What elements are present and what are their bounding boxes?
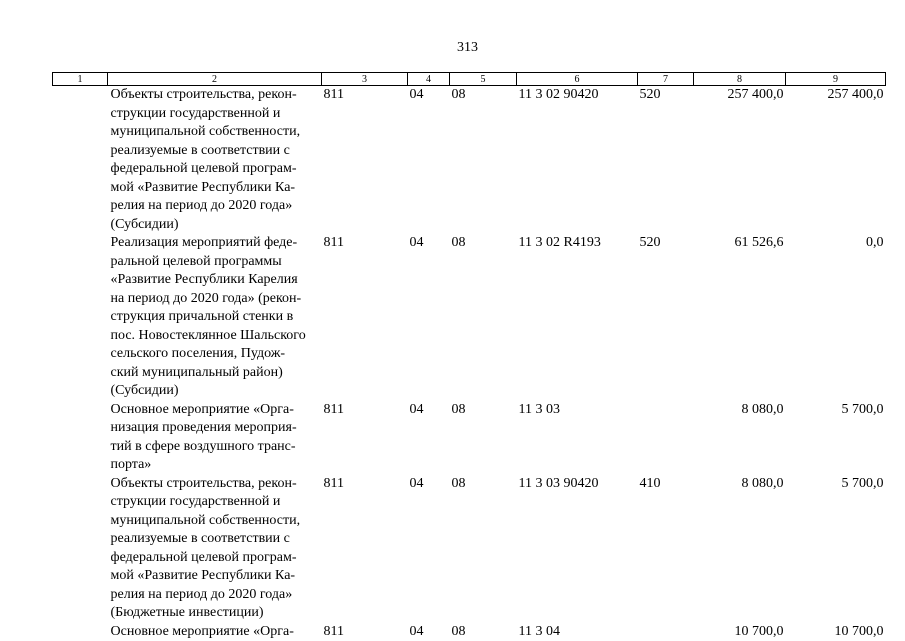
row-expense-type <box>638 623 694 641</box>
row-description-text: Реализация мероприятий феде- ральной целевой программы «Развитие Республики Карелия на период до 2020 года» (рекон- струкция причальной стенки в пос. Новостеклянное Шальского сельского поселения, Пудож- ский муниципальный район) (Субсидии) <box>111 234 322 401</box>
row-target-article: 11 3 03 90420 <box>517 475 638 623</box>
row-expense-type: 520 <box>638 86 694 235</box>
row-description-text: Основное мероприятие «Орга- <box>111 623 322 641</box>
row-amount-col9: 257 400,0 <box>786 86 886 235</box>
row-amount-col9: 5 700,0 <box>786 475 886 623</box>
row-section-code: 04 <box>408 401 450 475</box>
table-row <box>53 86 886 235</box>
column-header-4: 4 <box>408 73 450 86</box>
row-admin-code: 811 <box>322 475 408 623</box>
row-section-code: 04 <box>408 475 450 623</box>
row-blank-cell <box>53 623 108 641</box>
row-subsection-code: 08 <box>450 623 517 641</box>
row-target-article: 11 3 03 <box>517 401 638 475</box>
row-admin-code: 811 <box>322 234 408 401</box>
row-amount-col9: 5 700,0 <box>786 401 886 475</box>
row-section-code: 04 <box>408 234 450 401</box>
row-blank-cell <box>53 234 108 401</box>
row-subsection-code: 08 <box>450 475 517 623</box>
row-description-text: Основное мероприятие «Орга- низация проведения мероприя- тий в сфере воздушного транс- порта» <box>111 401 322 475</box>
column-header-1: 1 <box>53 73 108 86</box>
row-description-text: Объекты строительства, рекон- струкции государственной и муниципальной собственности, реализуемые в соответствии с федеральной целевой програм- мой «Развитие Республики Ка- релия на период до 2020 года» (Бюджетные инвестиции) <box>111 475 322 623</box>
row-admin-code: 811 <box>322 623 408 641</box>
row-description <box>108 475 322 623</box>
row-subsection-code: 08 <box>450 401 517 475</box>
row-amount-col8: 10 700,0 <box>694 623 786 641</box>
row-target-article: 11 3 04 <box>517 623 638 641</box>
row-description-text: Объекты строительства, рекон- струкции государственной и муниципальной собственности, реализуемые в соответствии с федеральной целевой програм- мой «Развитие Республики Ка- релия на период до 2020 года» (Субсидии) <box>111 86 322 234</box>
column-header-8: 8 <box>694 73 786 86</box>
table-row <box>53 401 886 475</box>
row-admin-code: 811 <box>322 401 408 475</box>
row-description <box>108 86 322 235</box>
row-subsection-code: 08 <box>450 86 517 235</box>
row-amount-col9: 0,0 <box>786 234 886 401</box>
row-admin-code: 811 <box>322 86 408 235</box>
row-amount-col8: 8 080,0 <box>694 475 786 623</box>
row-description <box>108 623 322 641</box>
row-section-code: 04 <box>408 623 450 641</box>
row-blank-cell <box>53 86 108 235</box>
row-description <box>108 234 322 401</box>
row-description <box>108 401 322 475</box>
column-header-6: 6 <box>517 73 638 86</box>
row-blank-cell <box>53 401 108 475</box>
column-header-2: 2 <box>108 73 322 86</box>
row-subsection-code: 08 <box>450 234 517 401</box>
column-header-9: 9 <box>786 73 886 86</box>
page-number: 313 <box>0 40 905 56</box>
table-row <box>53 623 886 641</box>
row-amount-col8: 8 080,0 <box>694 401 786 475</box>
table-row <box>53 475 886 623</box>
row-target-article: 11 3 02 R4193 <box>517 234 638 401</box>
row-expense-type: 520 <box>638 234 694 401</box>
row-expense-type: 410 <box>638 475 694 623</box>
row-target-article: 11 3 02 90420 <box>517 86 638 235</box>
table-row <box>53 234 886 401</box>
row-expense-type <box>638 401 694 475</box>
budget-table <box>52 72 886 641</box>
row-amount-col8: 61 526,6 <box>694 234 786 401</box>
column-header-7: 7 <box>638 73 694 86</box>
row-amount-col9: 10 700,0 <box>786 623 886 641</box>
column-header-5: 5 <box>450 73 517 86</box>
row-blank-cell <box>53 475 108 623</box>
column-header-3: 3 <box>322 73 408 86</box>
column-number-row <box>53 73 886 86</box>
row-amount-col8: 257 400,0 <box>694 86 786 235</box>
row-section-code: 04 <box>408 86 450 235</box>
